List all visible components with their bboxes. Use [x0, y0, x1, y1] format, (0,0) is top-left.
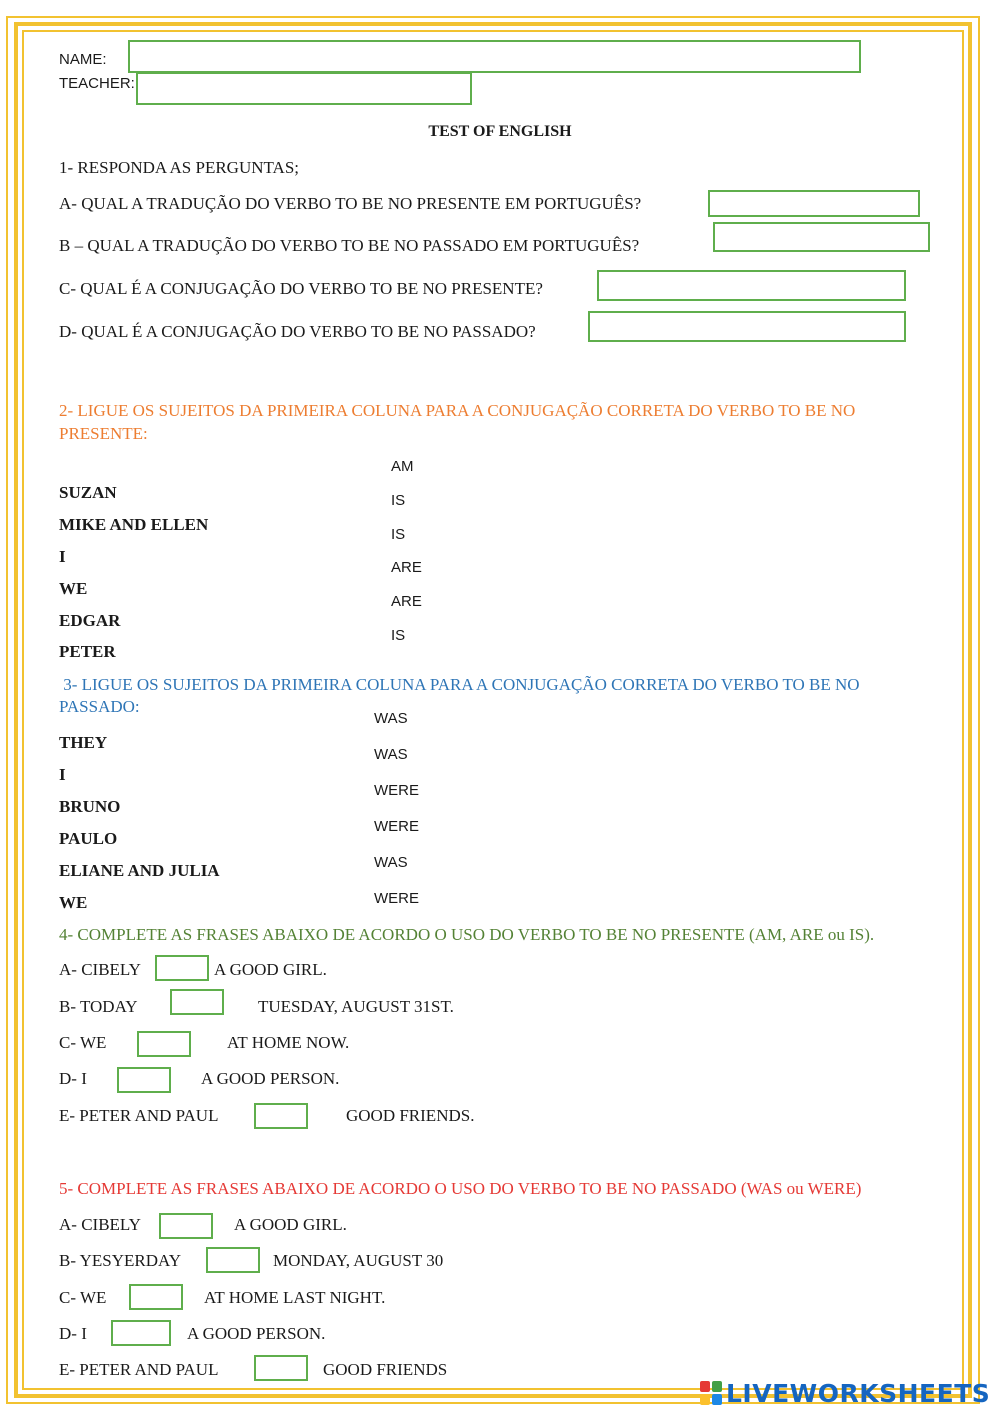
page-title: TEST OF ENGLISH: [428, 123, 572, 140]
s2-subject: PETER: [59, 642, 116, 661]
s3-subject: I: [59, 765, 66, 784]
s2-verb[interactable]: IS: [391, 492, 406, 509]
s2-subject: EDGAR: [59, 611, 121, 630]
s3-subject: WE: [59, 893, 88, 912]
s2-subject: SUZAN: [59, 483, 117, 502]
s5-sentence-start: A- CIBELY: [59, 1215, 141, 1234]
s3-verb[interactable]: WERE: [374, 890, 419, 907]
s4-sentence-end: A GOOD PERSON.: [201, 1069, 340, 1088]
s5-sentence-end: AT HOME LAST NIGHT.: [204, 1288, 386, 1307]
question-b: B – QUAL A TRADUÇÃO DO VERBO TO BE NO PASSADO EM PORTUGUÊS?: [59, 236, 640, 255]
section-4-heading: 4- COMPLETE AS FRASES ABAIXO DE ACORDO O USO DO VERBO TO BE NO PRESENTE (AM, ARE ou IS).: [59, 925, 875, 944]
answer-b-input[interactable]: [713, 222, 930, 252]
s2-subject: I: [59, 547, 66, 566]
s2-verb[interactable]: IS: [391, 627, 406, 644]
s4-sentence-end: AT HOME NOW.: [227, 1033, 350, 1052]
name-input[interactable]: [128, 40, 861, 73]
s2-verb[interactable]: AM: [391, 458, 414, 475]
s4-sentence-start: D- I: [59, 1069, 87, 1088]
s3-verb[interactable]: WERE: [374, 818, 419, 835]
section-5-heading: 5- COMPLETE AS FRASES ABAIXO DE ACORDO O USO DO VERBO TO BE NO PASSADO (WAS ou WERE): [59, 1179, 862, 1198]
s2-subject: MIKE AND ELLEN: [59, 515, 209, 534]
answer-a-input[interactable]: [708, 190, 920, 217]
s4-sentence-start: A- CIBELY: [59, 960, 141, 979]
s4-sentence-start: C- WE: [59, 1033, 107, 1052]
s2-verb[interactable]: IS: [391, 526, 406, 543]
s4-sentence-end: GOOD FRIENDS.: [346, 1106, 475, 1125]
answer-c-input[interactable]: [597, 270, 906, 301]
section-1-heading: 1- RESPONDA AS PERGUNTAS;: [59, 158, 299, 177]
s3-verb[interactable]: WERE: [374, 782, 419, 799]
s5-sentence-end: A GOOD PERSON.: [187, 1324, 326, 1343]
s5-answer-input[interactable]: [111, 1320, 171, 1346]
s4-answer-input[interactable]: [117, 1067, 171, 1093]
question-d: D- QUAL É A CONJUGAÇÃO DO VERBO TO BE NO PASSADO?: [59, 322, 536, 341]
s4-sentence-start: B- TODAY: [59, 997, 138, 1016]
liveworksheets-logo-icon: [700, 1381, 722, 1405]
teacher-input[interactable]: [136, 72, 472, 105]
section-3-heading-cont: PASSADO:: [59, 697, 140, 716]
s5-answer-input[interactable]: [159, 1213, 213, 1239]
s5-sentence-end: MONDAY, AUGUST 30: [273, 1251, 444, 1270]
logo-text: LIVEWORKSHEETS: [726, 1378, 991, 1408]
section-3-heading: 3- LIGUE OS SUJEITOS DA PRIMEIRA COLUNA PARA A CONJUGAÇÃO CORRETA DO VERBO TO BE NO: [59, 675, 860, 694]
s2-verb[interactable]: ARE: [391, 593, 422, 610]
name-label: NAME:: [59, 51, 107, 68]
s2-verb[interactable]: ARE: [391, 559, 422, 576]
s5-sentence-end: A GOOD GIRL.: [234, 1215, 347, 1234]
s5-sentence-start: D- I: [59, 1324, 87, 1343]
s3-subject: BRUNO: [59, 797, 121, 816]
question-a: A- QUAL A TRADUÇÃO DO VERBO TO BE NO PRESENTE EM PORTUGUÊS?: [59, 194, 642, 213]
teacher-label: TEACHER:: [59, 75, 135, 92]
s4-answer-input[interactable]: [137, 1031, 191, 1057]
s4-sentence-start: E- PETER AND PAUL: [59, 1106, 219, 1125]
liveworksheets-logo: [700, 1378, 990, 1408]
section-2-heading: 2- LIGUE OS SUJEITOS DA PRIMEIRA COLUNA PARA A CONJUGAÇÃO CORRETA DO VERBO TO BE NO: [59, 401, 856, 420]
s5-sentence-start: E- PETER AND PAUL: [59, 1360, 219, 1379]
s3-subject: THEY: [59, 733, 108, 752]
question-c: C- QUAL É A CONJUGAÇÃO DO VERBO TO BE NO PRESENTE?: [59, 279, 543, 298]
s4-sentence-end: A GOOD GIRL.: [214, 960, 327, 979]
s5-answer-input[interactable]: [254, 1355, 308, 1381]
s4-answer-input[interactable]: [170, 989, 224, 1015]
s5-answer-input[interactable]: [129, 1284, 183, 1310]
section-2-heading-cont: PRESENTE:: [59, 424, 148, 443]
answer-d-input[interactable]: [588, 311, 906, 342]
s5-sentence-end: GOOD FRIENDS: [323, 1360, 448, 1379]
s4-sentence-end: TUESDAY, AUGUST 31ST.: [258, 997, 454, 1016]
s3-verb[interactable]: WAS: [374, 710, 408, 727]
s3-verb[interactable]: WAS: [374, 746, 408, 763]
s5-sentence-start: B- YESYERDAY: [59, 1251, 182, 1270]
s3-subject: PAULO: [59, 829, 118, 848]
s5-answer-input[interactable]: [206, 1247, 260, 1273]
s2-subject: WE: [59, 579, 88, 598]
s3-verb[interactable]: WAS: [374, 854, 408, 871]
s4-answer-input[interactable]: [155, 955, 209, 981]
s3-subject: ELIANE AND JULIA: [59, 861, 220, 880]
s5-sentence-start: C- WE: [59, 1288, 107, 1307]
s4-answer-input[interactable]: [254, 1103, 308, 1129]
